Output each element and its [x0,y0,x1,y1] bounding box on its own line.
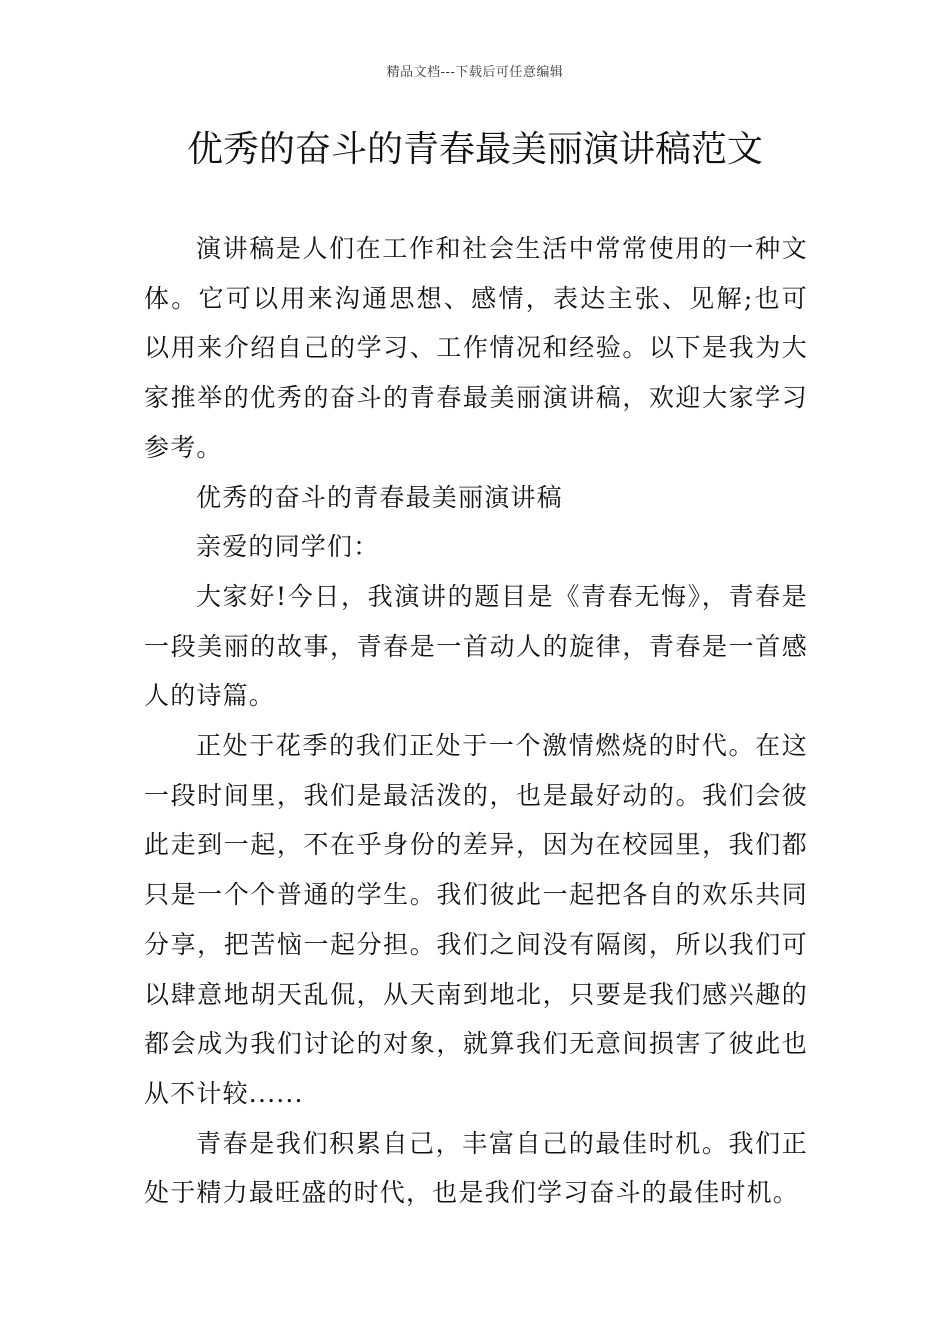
header-note: 精品文档---下载后可任意编辑 [386,65,564,80]
paragraph-body-2: 青春是我们积累自己，丰富自己的最佳时机。我们正处于精力最旺盛的时代，也是我们学习奋斗的最佳时机。 [144,1128,808,1208]
paragraph-salutation: 亲爱的同学们： [196,532,380,562]
paragraph-body-1: 正处于花季的我们正处于一个激情燃烧的时代。在这一段时间里，我们是最活泼的，也是最好动的。我们会彼此走到一起，不在乎身份的差异，因为在校园里，我们都只是一个个普通的学生。我们彼此一起把各自的欢乐共同分享，把苦恼一起分担。我们之间没有隔阂，所以我们可以肆意地胡天乱侃，从天南到地北，只要是我们感兴趣的都会成为我们讨论的对象，就算我们无意间损害了彼此也从不计较...... [144,731,808,1108]
document-body [144,224,808,1218]
document-title: 优秀的奋斗的青春最美丽演讲稿范文 [186,129,763,170]
paragraph-intro: 演讲稿是人们在工作和社会生活中常常使用的一种文体。它可以用来沟通思想、感情，表达主张、见解;也可以用来介绍自己的学习、工作情况和经验。以下是我为大家推举的优秀的奋斗的青春最美丽演讲稿，欢迎大家学习参考。 [144,234,808,462]
paragraph-greeting: 大家好!今日，我演讲的题目是《青春无悔》，青春是一段美丽的故事，青春是一首动人的旋律，青春是一首感人的诗篇。 [144,581,808,711]
paragraph-subtitle: 优秀的奋斗的青春最美丽演讲稿 [196,482,563,512]
